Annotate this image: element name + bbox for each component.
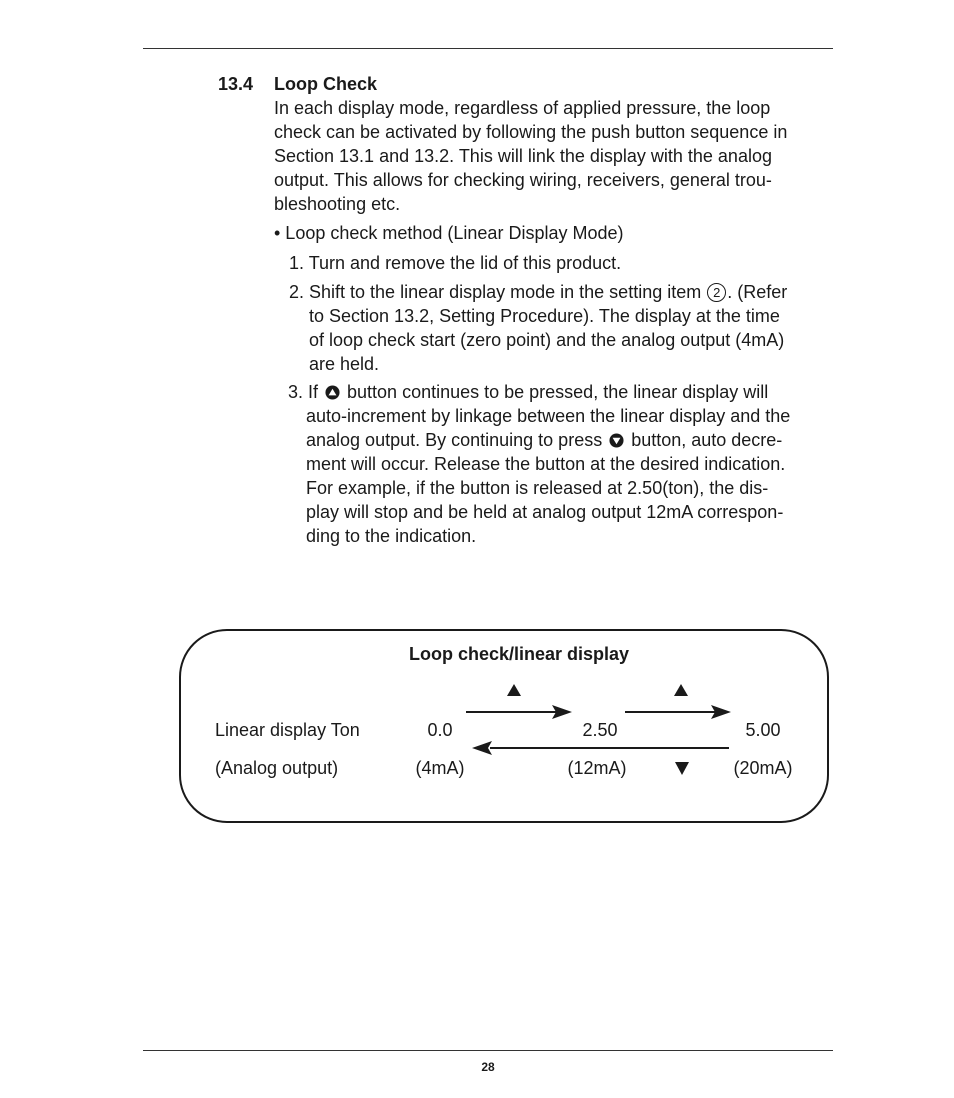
intro-line: bleshooting etc. <box>274 194 401 214</box>
row-label-output: (Analog output) <box>215 758 339 778</box>
step-3-line: ment will occur. Release the button at the desired indication. <box>306 454 786 474</box>
step-3-line: auto-increment by linkage between the linear display and the <box>306 406 791 426</box>
intro-line: output. This allows for checking wiring, receivers, general trou- <box>274 170 772 190</box>
step-2-line <box>289 280 787 304</box>
bottom-rule <box>143 1050 833 1051</box>
display-value: 5.00 <box>745 720 781 740</box>
section-number: 13.4 <box>218 74 254 94</box>
step-3-text-pre: analog output. By continuing to press <box>306 430 608 450</box>
circled-number: 2 <box>707 283 726 302</box>
section-title: Loop Check <box>274 74 378 94</box>
step-3-line <box>288 380 768 404</box>
diagram-title: Loop check/linear display <box>408 644 630 664</box>
up-button-icon <box>325 385 340 400</box>
step-2-text-post: . (Refer <box>727 282 788 302</box>
step-3-text-post: button continues to be pressed, the linear display will <box>342 382 769 402</box>
display-value: 0.0 <box>427 720 453 740</box>
output-value: (4mA) <box>415 758 465 778</box>
step-3-text-pre: 3. If <box>288 382 324 402</box>
step-2-line: are held. <box>309 354 380 374</box>
intro-line: Section 13.1 and 13.2. This will link the display with the analog <box>274 146 772 166</box>
step-2-text-pre: 2. Shift to the linear display mode in the setting item <box>289 282 707 302</box>
output-value: (20mA) <box>733 758 793 778</box>
top-rule <box>143 48 833 49</box>
intro-line: In each display mode, regardless of applied pressure, the loop <box>274 98 771 118</box>
display-value: 2.50 <box>582 720 618 740</box>
step-3-line: ding to the indication. <box>306 526 477 546</box>
step-1: 1. Turn and remove the lid of this product. <box>289 253 622 273</box>
step-2-line: to Section 13.2, Setting Procedure). The display at the time <box>309 306 780 326</box>
page-number: 28 <box>481 1060 495 1074</box>
down-button-icon <box>609 433 624 448</box>
output-value: (12mA) <box>567 758 627 778</box>
step-3-text-post: button, auto decre- <box>626 430 783 450</box>
step-3-line: For example, if the button is released at 2.50(ton), the dis- <box>306 478 769 498</box>
step-3-line <box>306 428 782 452</box>
row-label-display: Linear display Ton <box>215 720 360 740</box>
intro-line: check can be activated by following the push button sequence in <box>274 122 788 142</box>
step-2-line: of loop check start (zero point) and the analog output (4mA) <box>309 330 785 350</box>
bullet-item: • Loop check method (Linear Display Mode) <box>274 223 624 243</box>
step-3-line: play will stop and be held at analog output 12mA correspon- <box>306 502 784 522</box>
